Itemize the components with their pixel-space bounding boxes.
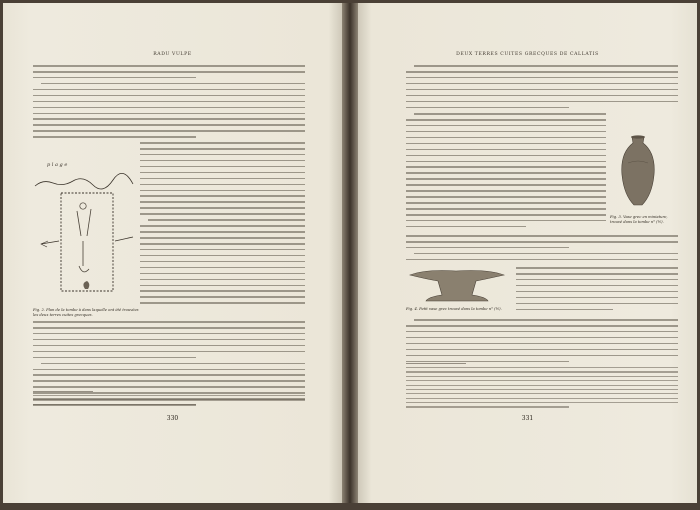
right-running-head: DEUX TERRES CUITES GRECQUES DE CALLATIS bbox=[456, 52, 599, 57]
right-footnotes bbox=[406, 367, 678, 411]
right-column-text bbox=[406, 113, 606, 232]
right-top-text bbox=[406, 65, 678, 113]
small-vase-caption: Fig. 4. Petit vase grec trouvé dans la tombe n° (½). bbox=[406, 307, 502, 311]
right-middle-text bbox=[406, 235, 678, 265]
left-footnotes bbox=[33, 395, 305, 408]
plan-label: p l a g e bbox=[47, 162, 68, 168]
tomb-plan-caption: Fig. 2. Plan de la tombe à dans laquelle ont été trouvées les deux terres cuites grecques. bbox=[33, 308, 139, 317]
right-column-text-2 bbox=[516, 267, 678, 315]
left-column-text bbox=[140, 142, 305, 308]
left-top-text bbox=[33, 65, 305, 142]
right-lower-text bbox=[406, 319, 678, 367]
vase-caption: Fig. 3. Vase grec en miniature, trouvé dans la tombe n° (½). bbox=[610, 215, 668, 224]
miniature-vase-figure bbox=[608, 133, 668, 213]
left-page-number: 330 bbox=[166, 415, 179, 422]
right-footnote-rule bbox=[406, 363, 466, 364]
small-vase-figure bbox=[406, 265, 508, 305]
right-page-number: 331 bbox=[521, 415, 534, 422]
right-page bbox=[358, 3, 697, 503]
left-footnote-rule bbox=[33, 391, 93, 392]
left-running-head: RADU VULPE bbox=[153, 52, 192, 57]
book-gutter bbox=[342, 3, 358, 503]
left-page bbox=[3, 3, 342, 503]
tomb-plan-figure bbox=[33, 141, 143, 306]
